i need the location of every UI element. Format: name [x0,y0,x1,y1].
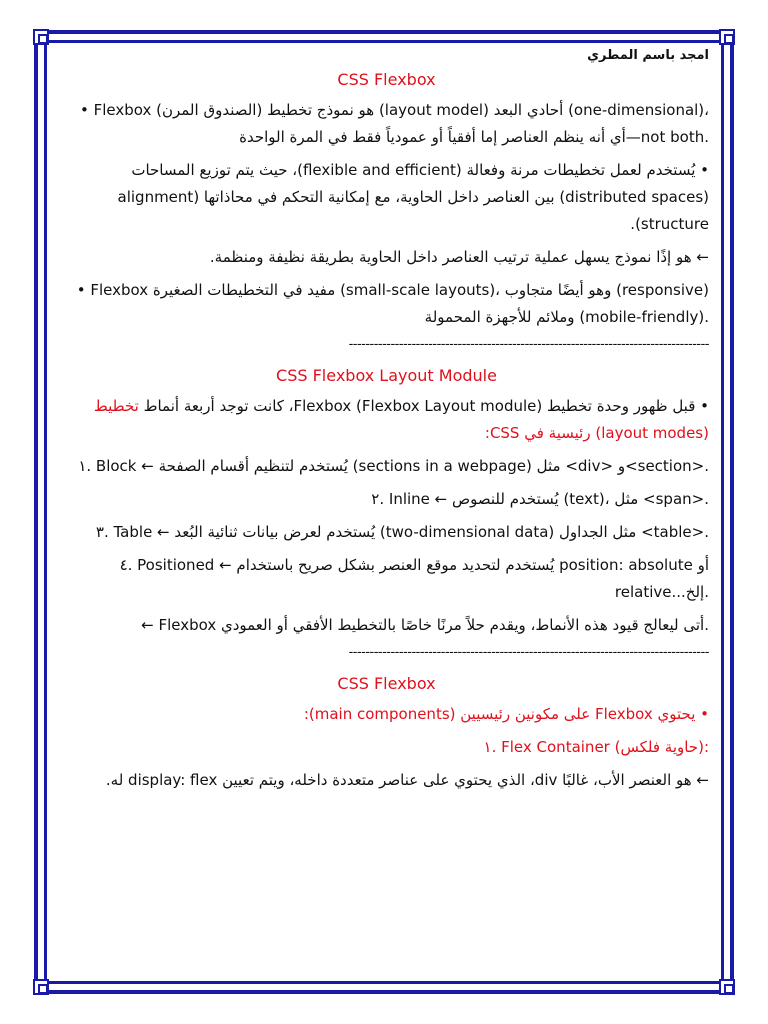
paragraph: • يُستخدم لعمل تخطيطات مرنة وفعالة (flexible and efficient)، حيث يتم توزيع المساحات (distributed spaces) بين العناصر داخل الحاوية، مع إمكانية التحكم في محاذاتها (alignment structure). [117,161,709,233]
corner-ornament [719,29,735,45]
separator-line: -------------------------------------------------------------------------------------- [348,337,709,352]
corner-ornament [33,979,49,995]
highlighted-text: تخطيط (layout modes) رئيسية في CSS: [93,397,709,442]
author-name: امجد باسم المطري [587,48,709,63]
paragraph: • Flexbox مفيد في التخطيطات الصغيرة (small-scale layouts)، وهو أيضًا متجاوب (responsive) وملائم للأجهزة المحمولة (mobile-friendly). [76,281,709,326]
paragraph: • يحتوي Flexbox على مكونين رئيسيين (main components): [303,705,709,723]
paragraph: ← Flexbox أتى ليعالج قيود هذه الأنماط، ويقدم حلاً مرنًا خاصًا بالتخطيط الأفقي أو العمودي. [141,616,709,634]
list-item: ١. Block ← يُستخدم لتنظيم أقسام الصفحة (sections in a webpage) مثل <div> و<section>. [78,457,709,475]
paragraph: ← هو العنصر الأب، غالبًا div، الذي يحتوي على عناصر متعددة داخله، ويتم تعيين display: flex له. [105,771,709,789]
paragraph: • Flexbox (الصندوق المرن) هو نموذج تخطيط (layout model) أحادي البعد (one-dimensional)، أي أنه ينظم العناصر إما أفقياً أو عمودياً فقط في المرة الواحدة—not both. [79,101,709,146]
list-item: ٣. Table ← يُستخدم لعرض بيانات ثنائية البُعد (two-dimensional data) مثل الجداول <table>. [95,523,709,541]
corner-ornament [719,979,735,995]
section-title: CSS Flexbox [337,70,436,89]
document-body [64,44,709,800]
list-item: ٤. Positioned ← يُستخدم لتحديد موقع العنصر بشكل صريح باستخدام position: absolute أو relative...إلخ. [119,556,709,601]
list-item: ١. Flex Container (حاوية فلكس): [483,738,709,756]
corner-ornament [33,29,49,45]
section-title: CSS Flexbox [337,674,436,693]
separator-line: -------------------------------------------------------------------------------------- [348,645,709,660]
section-title: CSS Flexbox Layout Module [276,366,497,385]
paragraph [64,393,709,447]
paragraph: ← هو إذًا نموذج يسهل عملية ترتيب العناصر داخل الحاوية بطريقة نظيفة ومنظمة. [209,248,709,266]
list-item: ٢. Inline ← يُستخدم للنصوص (text)، مثل <span>. [371,490,709,508]
paragraph-text: • قبل ظهور وحدة تخطيط Flexbox (Flexbox Layout module)، كانت توجد أربعة أنماط [138,397,709,415]
